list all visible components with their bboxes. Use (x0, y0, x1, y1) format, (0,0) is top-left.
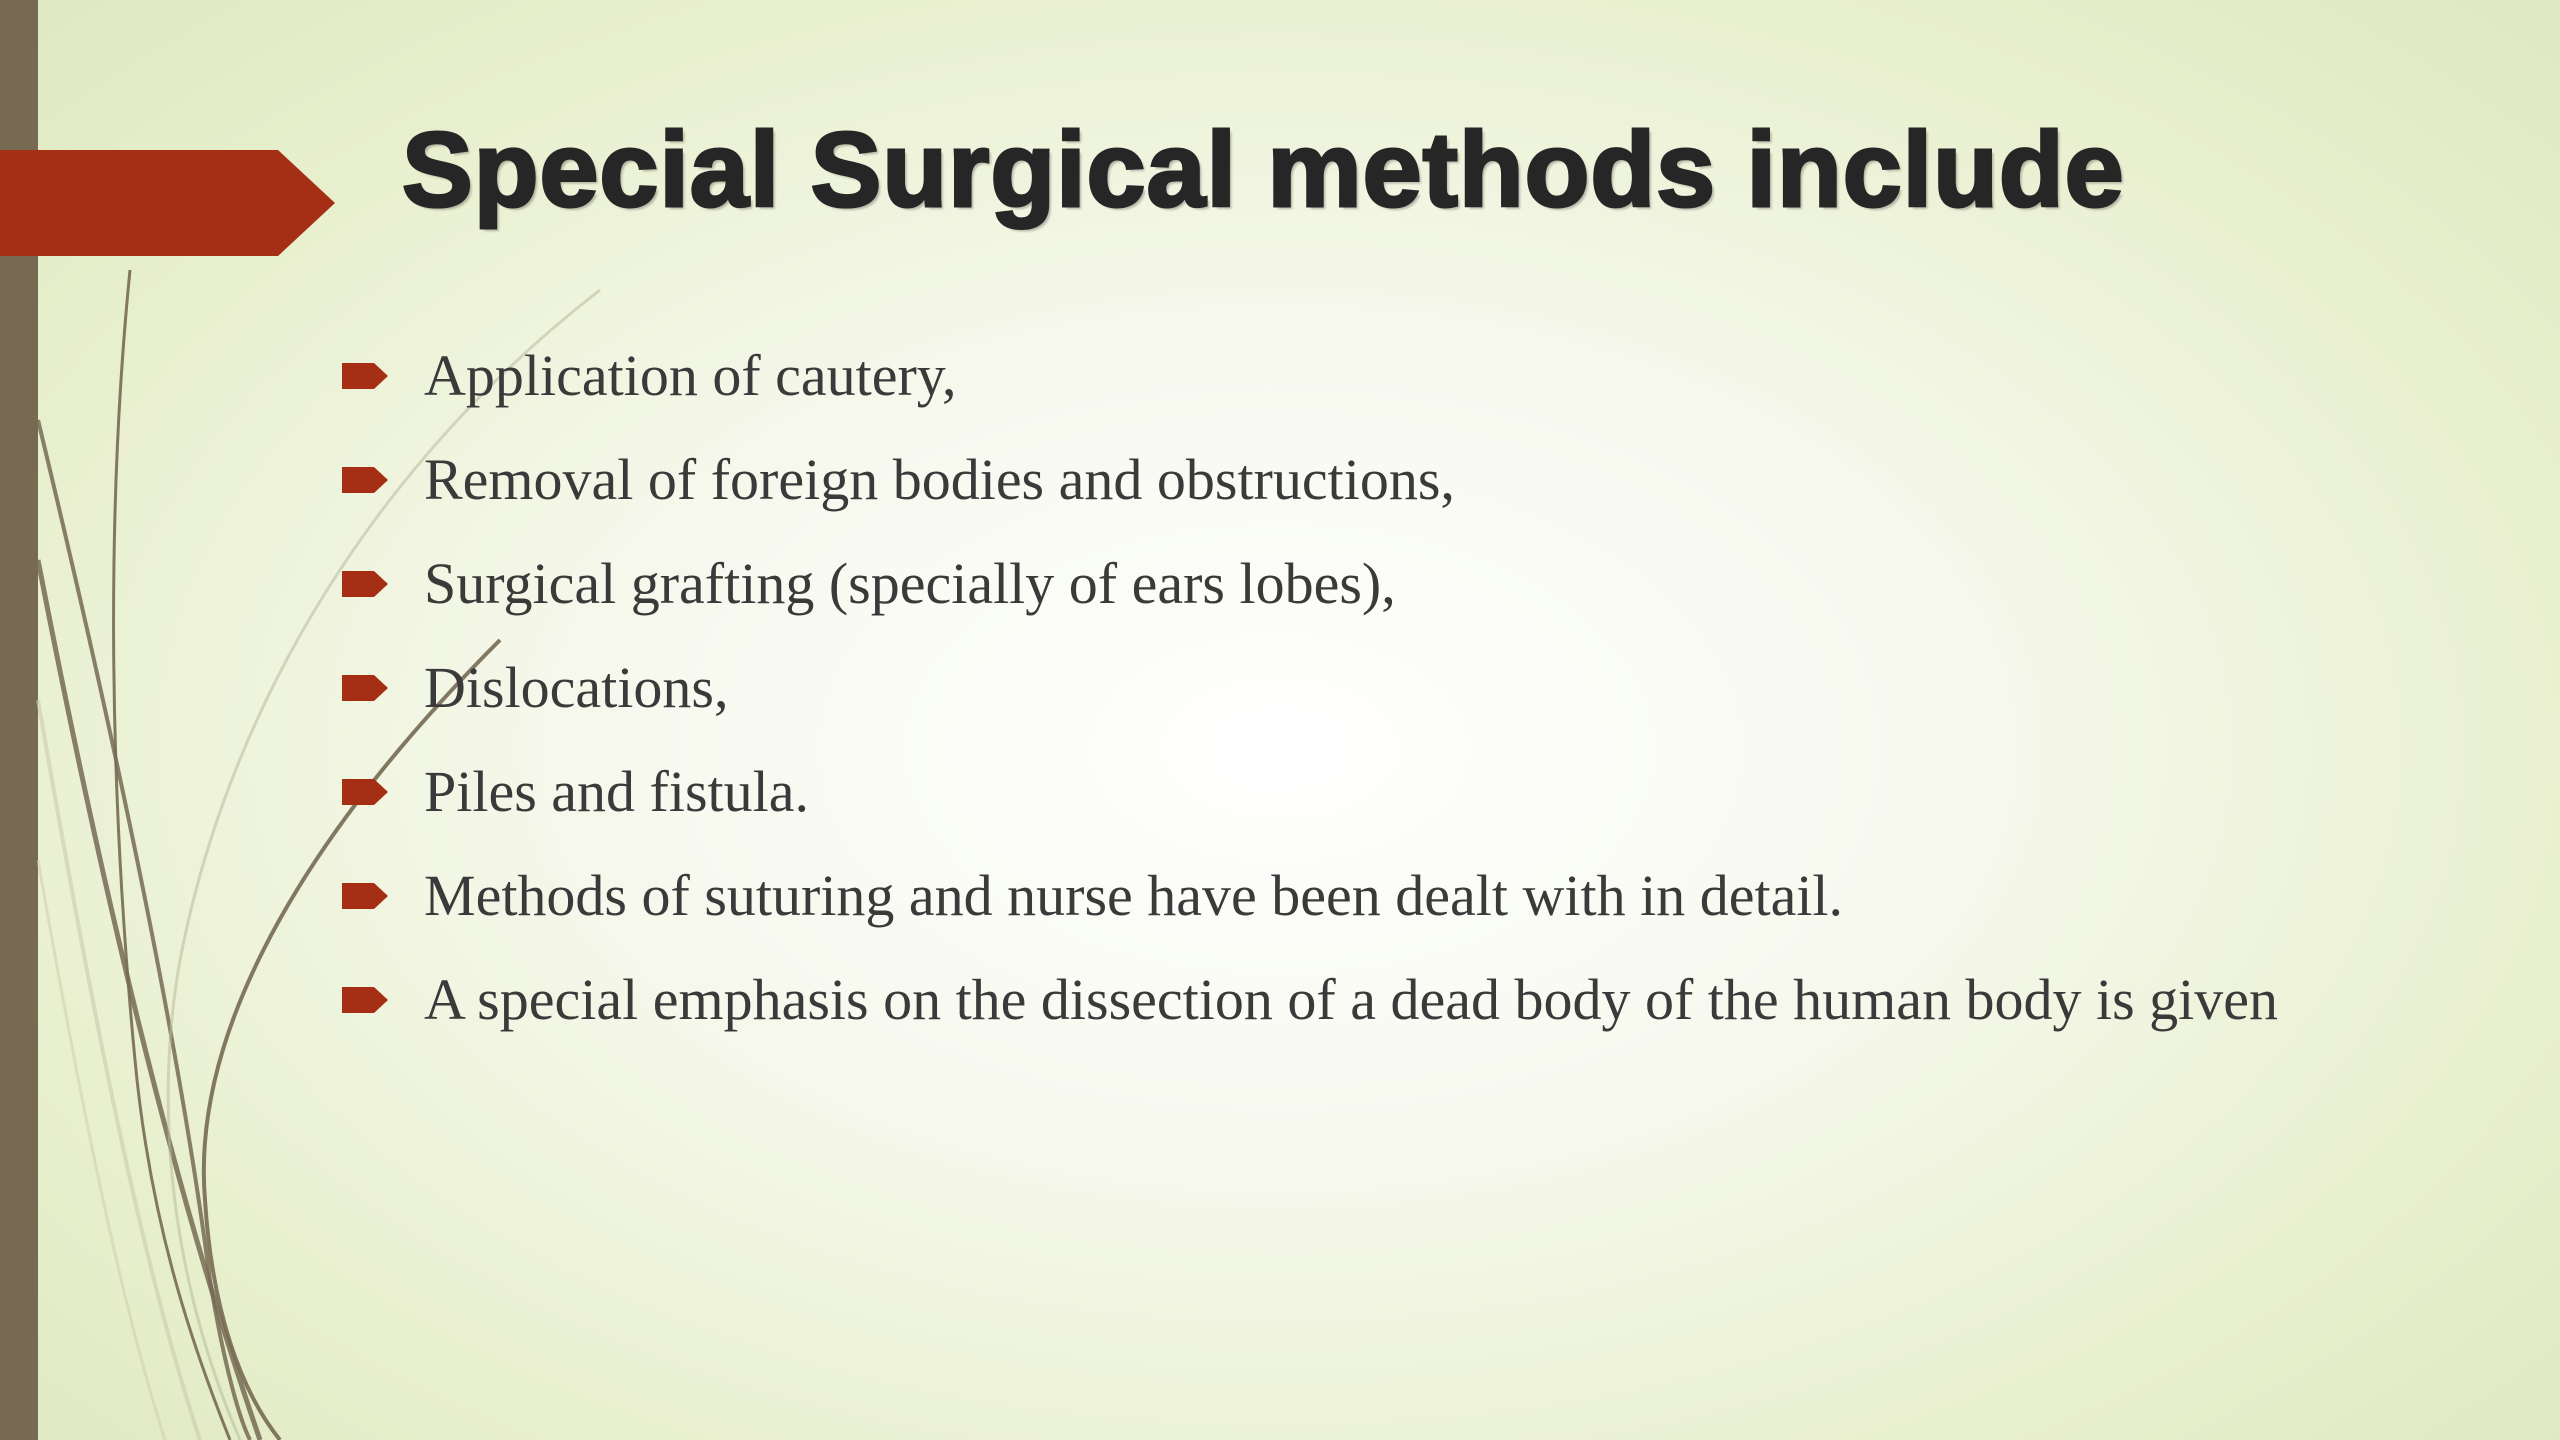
title-arrow-banner (0, 150, 335, 256)
arrow-bullet-icon (342, 568, 390, 600)
arrow-bullet-icon (342, 880, 390, 912)
bullet-text: Removal of foreign bodies and obstructions, (424, 447, 1455, 512)
arrow-bullet-icon (342, 464, 390, 496)
bullet-text: Dislocations, (424, 655, 729, 720)
bullet-item (340, 442, 2340, 518)
arrow-bullet-icon (342, 360, 390, 392)
slide-title: Special Surgical methods include (402, 111, 2125, 229)
bullet-item (340, 858, 2340, 934)
bullet-item (340, 754, 2340, 830)
bullet-text: Methods of suturing and nurse have been dealt with in detail. (424, 863, 1844, 928)
bullet-text: A special emphasis on the dissection of a dead body of the human body is given (424, 967, 2279, 1032)
arrow-bullet-icon (342, 672, 390, 704)
bullet-text: Surgical grafting (specially of ears lobes), (424, 551, 1396, 616)
bullet-text: Application of cautery, (424, 343, 957, 408)
bullet-item (340, 962, 2340, 1038)
bullet-text: Piles and fistula. (424, 759, 810, 824)
bullet-item (340, 546, 2340, 622)
bullet-item (340, 338, 2340, 414)
bullet-item (340, 650, 2340, 726)
arrow-bullet-icon (342, 776, 390, 808)
bullet-list (340, 338, 2340, 1066)
arrow-bullet-icon (342, 984, 390, 1016)
